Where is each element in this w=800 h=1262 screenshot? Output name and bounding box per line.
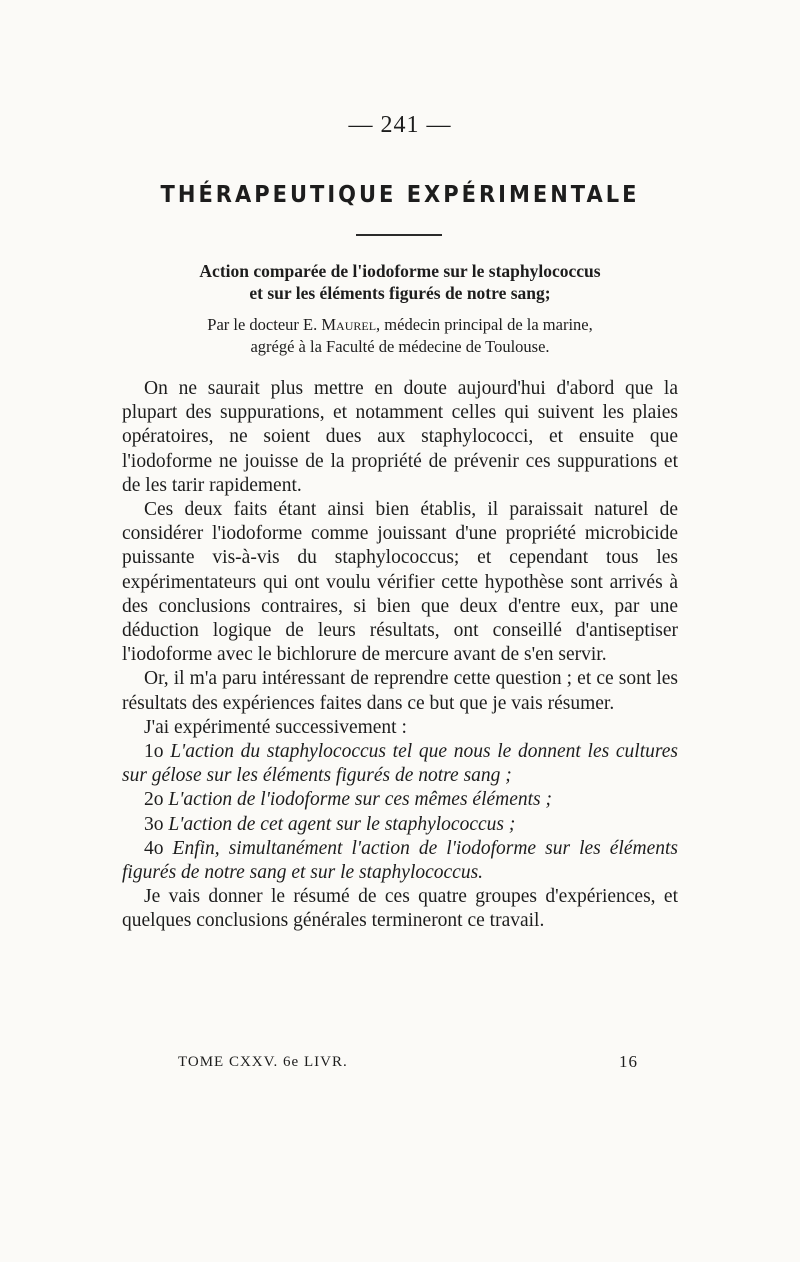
byline-line-2: agrégé à la Faculté de médecine de Toulouse. bbox=[250, 337, 550, 356]
list-item-number: 3o bbox=[144, 813, 169, 835]
list-item-number: 4o bbox=[144, 837, 173, 859]
list-item-text: L'action de l'iodoforme sur ces mêmes éléments ; bbox=[168, 789, 553, 811]
list-item bbox=[122, 788, 678, 812]
paragraph: Je vais donner le résumé de ces quatre groupes d'expériences, et quelques conclusions générales termineront ce travail. bbox=[122, 886, 678, 932]
list-item-number: 1o bbox=[144, 741, 171, 763]
list-item-text: Enfin, simultanément l'action de l'iodoforme sur les éléments figurés de notre sang et sur le staphylococcus. bbox=[122, 837, 678, 884]
list-item bbox=[122, 813, 678, 837]
article-title bbox=[110, 260, 690, 304]
list-item-number: 2o bbox=[144, 789, 169, 811]
byline-prefix: Par le docteur E. bbox=[207, 315, 322, 334]
list-item-text: L'action du staphylococcus tel que nous le donnent les cultures sur gélose sur les éléments figurés de notre sang ; bbox=[122, 741, 679, 787]
volume-signature: TOME CXXV. 6e LIVR. bbox=[178, 1054, 348, 1070]
paragraph: Or, il m'a paru intéressant de reprendre cette question ; et ce sont les résultats des expériences faites dans ce but que je vais résumer. bbox=[122, 668, 678, 714]
list-item bbox=[122, 837, 678, 885]
page-footer bbox=[178, 1054, 638, 1071]
paragraph: J'ai expérimenté successivement : bbox=[144, 716, 407, 738]
article-title-line-2: et sur les éléments figurés de notre sang; bbox=[249, 283, 551, 303]
author-name: Maurel bbox=[321, 315, 377, 334]
article-title-line-1: Action comparée de l'iodoforme sur le staphylococcus bbox=[199, 261, 601, 281]
byline bbox=[110, 314, 690, 358]
section-title: THÉRAPEUTIQUE EXPÉRIMENTALE bbox=[160, 180, 640, 208]
byline-rank: , médecin principal de la marine, bbox=[376, 315, 593, 334]
list-item-text: L'action de cet agent sur le staphylococcus ; bbox=[168, 813, 516, 835]
article-body bbox=[122, 377, 678, 934]
paragraph: On ne saurait plus mettre en doute aujourd'hui d'abord que la plupart des suppurations, et notamment celles qui suivent les plaies opératoires, ne soient dues aux staphylococci, et ensuite que l'iodoforme ne jouisse de la propriété de prévenir ces suppurations et de les tarir rapidement. bbox=[122, 378, 678, 496]
list-item bbox=[122, 740, 678, 788]
title-rule bbox=[356, 234, 442, 236]
sheet-number: 16 bbox=[619, 1052, 638, 1071]
byline-line-1 bbox=[110, 314, 690, 336]
paragraph: Ces deux faits étant ainsi bien établis, il paraissait naturel de considérer l'iodoforme comme jouissant d'une propriété microbicide puissante vis-à-vis du staphylococcus; et cependant tous les expérimentateurs qui ont voulu vérifier cette hypothèse sont arrivés à des conclusions contraires, si bien que deux d'entre eux, par une déduction logique de leurs résultats, ont conseillé d'antiseptiser l'iodoforme avec le bichlorure de mercure avant de s'en servir. bbox=[122, 499, 678, 666]
page-number: — 241 — bbox=[348, 112, 452, 138]
